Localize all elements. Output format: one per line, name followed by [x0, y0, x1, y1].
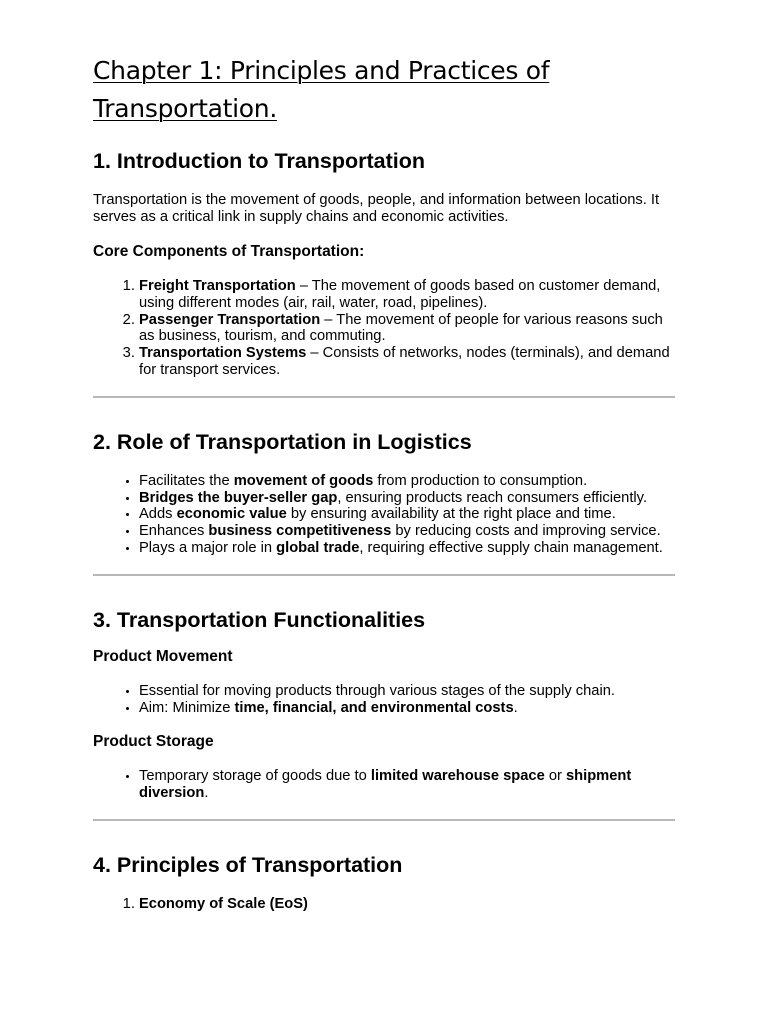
product-storage-heading: Product Storage	[93, 733, 214, 751]
product-movement-heading: Product Movement	[93, 647, 233, 665]
section-3-heading: 3. Transportation Functionalities	[93, 607, 426, 632]
chapter-title-line1: Chapter 1: Principles and Practices of	[93, 56, 550, 85]
list-item: • Facilitates the movement of goods from production to consumption.	[139, 473, 675, 490]
document-page	[93, 52, 675, 913]
list-item: • Temporary storage of goods due to limited warehouse space or shipment diversion.	[139, 768, 675, 802]
list-item: • Plays a major role in global trade, requiring effective supply chain management.	[139, 540, 675, 557]
list-item: 3. Transportation Systems – Consists of networks, nodes (terminals), and demand for transport services.	[139, 345, 675, 379]
list-item: 1. Freight Transportation – The movement of goods based on customer demand, using different modes (air, rail, water, road, pipelines).	[139, 278, 675, 312]
section-4-heading: 4. Principles of Transportation	[93, 852, 403, 877]
list-item: • Bridges the buyer-seller gap, ensuring products reach consumers efficiently.	[139, 490, 675, 507]
core-components-list	[93, 278, 675, 379]
section-1-heading: 1. Introduction to Transportation	[93, 149, 426, 173]
principles-list	[93, 896, 675, 913]
list-item: • Enhances business competitiveness by reducing costs and improving service.	[139, 523, 675, 540]
section-1-intro: Transportation is the movement of goods, people, and information between locations. It serves as a critical link in supply chains and economic activities.	[93, 192, 660, 225]
chapter-title-line2: Transportation.	[93, 94, 277, 123]
list-item: 1. Economy of Scale (EoS)	[139, 896, 675, 913]
section-divider	[93, 819, 675, 821]
section-divider	[93, 574, 675, 576]
list-item: • Essential for moving products through various stages of the supply chain.	[139, 683, 675, 700]
core-components-heading: Core Components of Transportation:	[93, 243, 365, 260]
section-divider	[93, 396, 675, 398]
chapter-title	[93, 52, 675, 128]
product-movement-list	[93, 683, 675, 717]
list-item: • Aim: Minimize time, financial, and environmental costs.	[139, 700, 675, 717]
list-item: • Adds economic value by ensuring availability at the right place and time.	[139, 506, 675, 523]
section-2-heading: 2. Role of Transportation in Logistics	[93, 429, 472, 454]
role-list	[93, 473, 675, 557]
product-storage-list	[93, 768, 675, 802]
list-item: 2. Passenger Transportation – The movement of people for various reasons such as business, tourism, and commuting.	[139, 312, 675, 346]
